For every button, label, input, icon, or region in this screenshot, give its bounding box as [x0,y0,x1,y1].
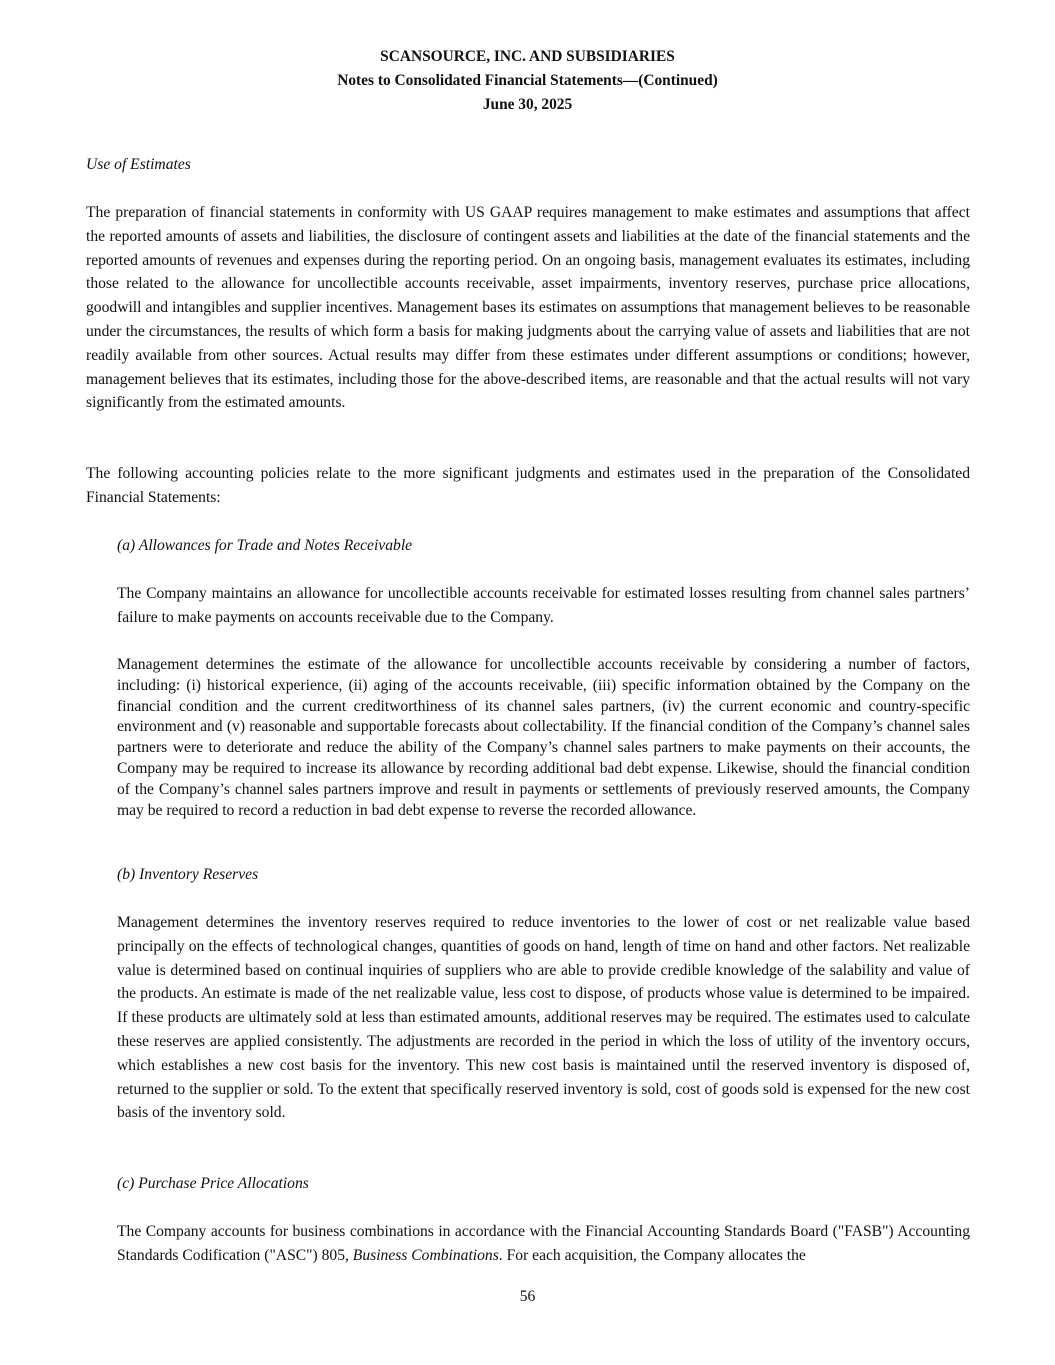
company-name: SCANSOURCE, INC. AND SUBSIDIARIES [380,48,675,65]
section-heading-use-of-estimates: Use of Estimates [86,156,191,173]
paragraph [117,1220,970,1268]
subsection-heading-purchase-price: (c) Purchase Price Allocations [117,1175,309,1192]
text: The Company accounts for business combinations in accordance with the Financial Accounting Standards Board ("FASB") Accounting Standards Codification ("ASC") 805, [117,1223,970,1264]
paragraph: The preparation of financial statements in conformity with US GAAP requires management to make estimates and assumptions that affect the reported amounts of assets and liabilities, the disclosure of contingent assets and liabilities at the date of the financial statements and the reported amounts of revenues and expenses during the reporting period. On an ongoing basis, management evaluates its estimates, including those related to the allowance for uncollectible accounts receivable, asset impairments, inventory reserves, purchase price allocations, goodwill and intangibles and supplier incentives. Management bases its estimates on assumptions that management believes to be reasonable under the circumstances, the results of which form a basis for making judgments about the carrying value of assets and liabilities that are not readily available from other sources. Actual results may differ from these estimates under different assumptions or conditions; however, management believes that its estimates, including those for the above-described items, are reasonable and that the actual results will not vary significantly from the estimated amounts. [86,204,970,412]
text: . For each acquisition, the Company allocates the [498,1246,806,1264]
paragraph: Management determines the inventory reserves required to reduce inventories to the lower of cost or net realizable value based principally on the effects of technological changes, quantities of goods on hand, length of time on hand and other factors. Net realizable value is determined based on continual inquiries of suppliers who are able to provide credible knowledge of the salability and value of the products. An estimate is made of the net realizable value, less cost to dispose, of products whose value is determined to be impaired. If these products are ultimately sold at less than estimated amounts, additional reserves may be required. The estimates used to calculate these reserves are applied consistently. The adjustments are recorded in the period in which the loss of utility of the inventory occurs, which establishes a new cost basis for the inventory. This new cost basis is maintained until the reserved inventory is disposed of, returned to the supplier or sold. To the extent that specifically reserved inventory is sold, cost of goods sold is expensed for the new cost basis of the inventory sold. [117,914,970,1122]
page-number: 56 [519,1288,536,1305]
subsection-heading-inventory-reserves: (b) Inventory Reserves [117,866,259,883]
paragraph: The Company maintains an allowance for uncollectible accounts receivable for estimated losses resulting from channel sales partners’ failure to make payments on accounts receivable due to the Company. [117,585,970,626]
paragraph: The following accounting policies relate to the more significant judgments and estimates used in the preparation of the Consolidated Financial Statements: [86,465,970,506]
document-date: June 30, 2025 [482,96,573,113]
paragraph: Management determines the estimate of the allowance for uncollectible accounts receivable by considering a number of factors, including: (i) historical experience, (ii) aging of the accounts receivable, (iii) specific information obtained by the Company on the financial condition and the current creditworthiness of its channel sales partners, (iv) the current economic and country-specific environment and (v) reasonable and supportable forecasts about collectability. If the financial condition of the Company’s channel sales partners were to deteriorate and reduce the ability of the Company’s channel sales partners to make payments on their accounts, the Company may be required to increase its allowance by recording additional bad debt expense. Likewise, should the financial condition of the Company’s channel sales partners improve and result in payments or settlements of previously reserved amounts, the Company may be required to record a reduction in bad debt expense to reverse the recorded allowance. [117,656,970,819]
document-title: Notes to Consolidated Financial Statements—(Continued) [337,72,718,89]
subsection-heading-allowances: (a) Allowances for Trade and Notes Receivable [117,537,413,554]
asc-title: Business Combinations [352,1246,499,1264]
